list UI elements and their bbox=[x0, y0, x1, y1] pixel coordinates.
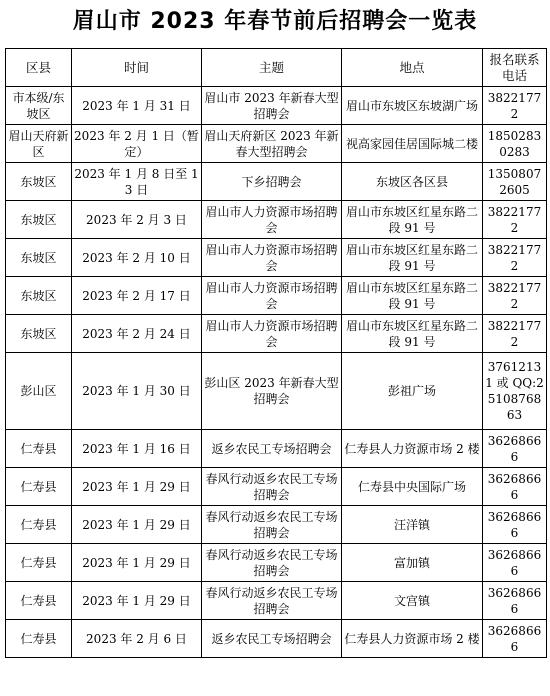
cell-place: 仁寿县人力资源市场 2 楼 bbox=[342, 620, 483, 658]
cell-place: 眉山市东坡区红星东路二段 91 号 bbox=[342, 315, 483, 353]
cell-theme: 眉山市人力资源市场招聘会 bbox=[202, 277, 342, 315]
cell-time: 2023 年 2 月 3 日 bbox=[72, 201, 202, 239]
cell-phone: 37612131 或 QQ:2510876863 bbox=[483, 353, 547, 430]
cell-district: 仁寿县 bbox=[6, 582, 72, 620]
cell-place: 眉山市东坡区东坡湖广场 bbox=[342, 87, 483, 125]
cell-time: 2023 年 2 月 24 日 bbox=[72, 315, 202, 353]
cell-district: 仁寿县 bbox=[6, 430, 72, 468]
cell-district: 仁寿县 bbox=[6, 544, 72, 582]
cell-phone: 38221772 bbox=[483, 277, 547, 315]
cell-place: 汪洋镇 bbox=[342, 506, 483, 544]
cell-district: 东坡区 bbox=[6, 163, 72, 201]
header-district: 区县 bbox=[6, 49, 72, 87]
table-row bbox=[6, 277, 547, 315]
cell-theme: 春风行动返乡农民工专场招聘会 bbox=[202, 544, 342, 582]
cell-phone: 36268666 bbox=[483, 468, 547, 506]
cell-time: 2023 年 2 月 17 日 bbox=[72, 277, 202, 315]
cell-phone: 18502830283 bbox=[483, 125, 547, 163]
cell-district: 眉山天府新区 bbox=[6, 125, 72, 163]
cell-time: 2023 年 1 月 29 日 bbox=[72, 468, 202, 506]
cell-theme: 返乡农民工专场招聘会 bbox=[202, 620, 342, 658]
cell-district: 东坡区 bbox=[6, 277, 72, 315]
header-time: 时间 bbox=[72, 49, 202, 87]
cell-theme: 眉山市人力资源市场招聘会 bbox=[202, 315, 342, 353]
cell-place: 彭祖广场 bbox=[342, 353, 483, 430]
cell-place: 东坡区各区县 bbox=[342, 163, 483, 201]
cell-district: 东坡区 bbox=[6, 239, 72, 277]
cell-time: 2023 年 2 月 6 日 bbox=[72, 620, 202, 658]
cell-theme: 眉山天府新区 2023 年新春大型招聘会 bbox=[202, 125, 342, 163]
header-phone: 报名联系电话 bbox=[483, 49, 547, 87]
cell-district: 东坡区 bbox=[6, 315, 72, 353]
cell-phone: 38221772 bbox=[483, 201, 547, 239]
cell-phone: 36268666 bbox=[483, 544, 547, 582]
cell-district: 仁寿县 bbox=[6, 506, 72, 544]
header-place: 地点 bbox=[342, 49, 483, 87]
cell-place: 眉山市东坡区红星东路二段 91 号 bbox=[342, 239, 483, 277]
cell-district: 仁寿县 bbox=[6, 468, 72, 506]
cell-place: 眉山市东坡区红星东路二段 91 号 bbox=[342, 277, 483, 315]
cell-time: 2023 年 1 月 29 日 bbox=[72, 544, 202, 582]
cell-time: 2023 年 2 月 1 日（暂定） bbox=[72, 125, 202, 163]
table-row bbox=[6, 163, 547, 201]
table-row bbox=[6, 468, 547, 506]
cell-theme: 眉山市人力资源市场招聘会 bbox=[202, 201, 342, 239]
cell-theme: 眉山市人力资源市场招聘会 bbox=[202, 239, 342, 277]
table-row bbox=[6, 430, 547, 468]
table-row bbox=[6, 353, 547, 430]
cell-theme: 返乡农民工专场招聘会 bbox=[202, 430, 342, 468]
cell-theme: 彭山区 2023 年新春大型招聘会 bbox=[202, 353, 342, 430]
cell-time: 2023 年 1 月 29 日 bbox=[72, 506, 202, 544]
table-row bbox=[6, 125, 547, 163]
table-row bbox=[6, 239, 547, 277]
cell-district: 东坡区 bbox=[6, 201, 72, 239]
cell-phone: 38221772 bbox=[483, 239, 547, 277]
cell-time: 2023 年 1 月 31 日 bbox=[72, 87, 202, 125]
cell-phone: 36268666 bbox=[483, 506, 547, 544]
cell-time: 2023 年 1 月 16 日 bbox=[72, 430, 202, 468]
cell-time: 2023 年 1 月 8 日至 13 日 bbox=[72, 163, 202, 201]
cell-time: 2023 年 1 月 29 日 bbox=[72, 582, 202, 620]
cell-place: 文宫镇 bbox=[342, 582, 483, 620]
cell-district: 彭山区 bbox=[6, 353, 72, 430]
cell-theme: 春风行动返乡农民工专场招聘会 bbox=[202, 506, 342, 544]
table-header-row bbox=[6, 49, 547, 87]
cell-theme: 春风行动返乡农民工专场招聘会 bbox=[202, 582, 342, 620]
cell-time: 2023 年 1 月 30 日 bbox=[72, 353, 202, 430]
cell-theme: 眉山市 2023 年新春大型招聘会 bbox=[202, 87, 342, 125]
table-row bbox=[6, 506, 547, 544]
table-row bbox=[6, 544, 547, 582]
table-row bbox=[6, 201, 547, 239]
cell-phone: 36268666 bbox=[483, 430, 547, 468]
cell-theme: 下乡招聘会 bbox=[202, 163, 342, 201]
cell-phone: 36268666 bbox=[483, 582, 547, 620]
cell-district: 市本级/东坡区 bbox=[6, 87, 72, 125]
cell-phone: 36268666 bbox=[483, 620, 547, 658]
cell-phone: 13508072605 bbox=[483, 163, 547, 201]
cell-theme: 春风行动返乡农民工专场招聘会 bbox=[202, 468, 342, 506]
table-row bbox=[6, 620, 547, 658]
job-fair-table bbox=[5, 48, 547, 658]
cell-district: 仁寿县 bbox=[6, 620, 72, 658]
cell-place: 眉山市东坡区红星东路二段 91 号 bbox=[342, 201, 483, 239]
cell-place: 视高家园佳居国际城二楼 bbox=[342, 125, 483, 163]
table-row bbox=[6, 87, 547, 125]
cell-phone: 38221772 bbox=[483, 315, 547, 353]
cell-place: 仁寿县中央国际广场 bbox=[342, 468, 483, 506]
cell-phone: 38221772 bbox=[483, 87, 547, 125]
table-row bbox=[6, 582, 547, 620]
document-title: 眉山市 2023 年春节前后招聘会一览表 bbox=[72, 9, 478, 34]
table-row bbox=[6, 315, 547, 353]
header-theme: 主题 bbox=[202, 49, 342, 87]
cell-place: 仁寿县人力资源市场 2 楼 bbox=[342, 430, 483, 468]
cell-place: 富加镇 bbox=[342, 544, 483, 582]
cell-time: 2023 年 2 月 10 日 bbox=[72, 239, 202, 277]
